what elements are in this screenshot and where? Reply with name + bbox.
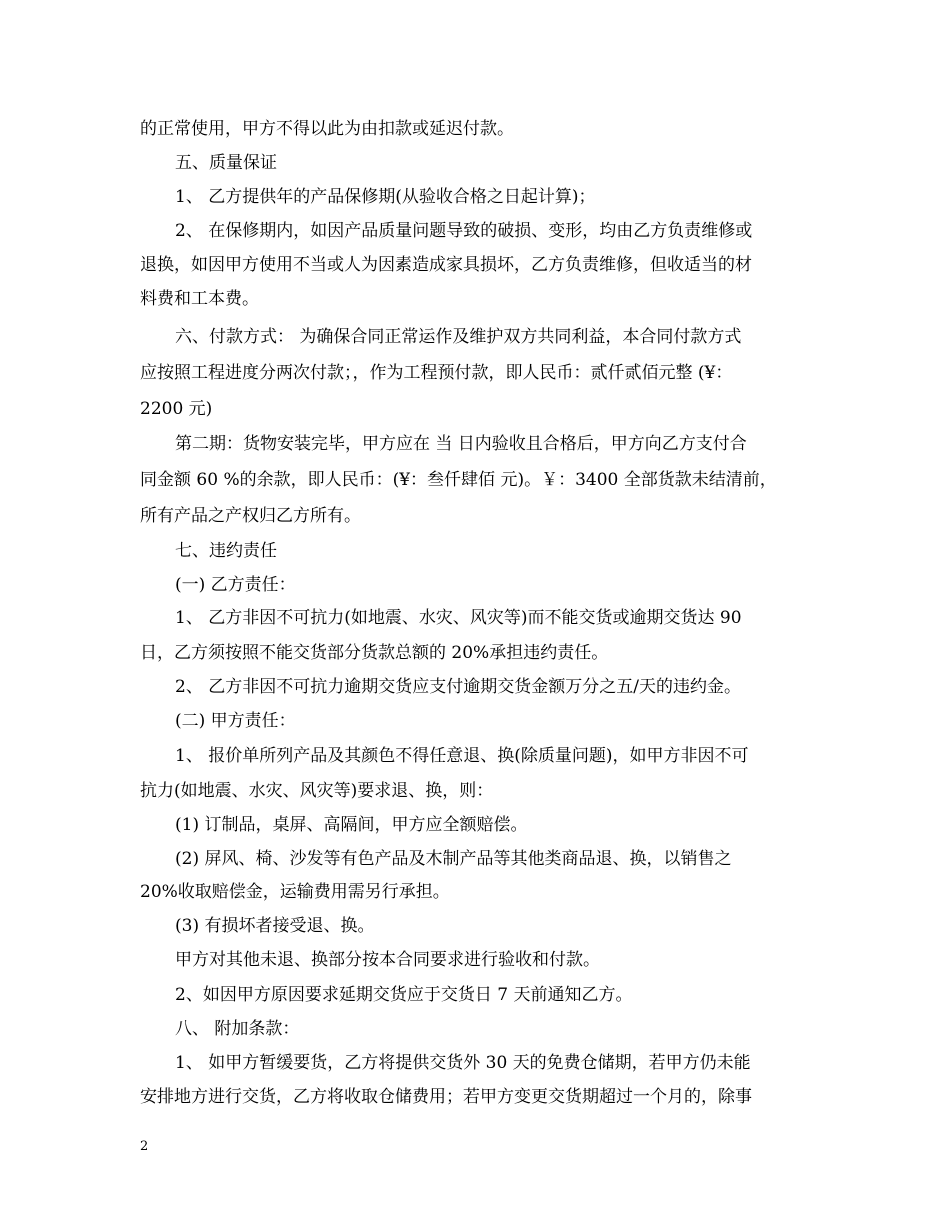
text-line: 的正常使用，甲方不得以此为由扣款或延迟付款。	[140, 119, 514, 139]
text-line: 安排地方进行交货，乙方将收取仓储费用；若甲方变更交货期超过一个月的，除事	[140, 1087, 752, 1107]
text-line: 日，乙方须按照不能交货部分货款总额的 20%承担违约责任。	[140, 643, 609, 663]
text-line: 1、 乙方非因不可抗力(如地震、水灾、风灾等)而不能交货或逾期交货达 90	[175, 608, 742, 628]
text-line: 应按照工程进度分两次付款；，作为工程预付款，即人民币：贰仟贰佰元整 (¥：	[140, 363, 733, 383]
section-heading: 六、付款方式： 为确保合同正常运作及维护双方共同利益，本合同付款方式	[175, 327, 742, 347]
text-line: (1) 订制品，桌屏、高隔间，甲方应全额赔偿。	[175, 815, 528, 835]
text-line: 所有产品之产权归乙方所有。	[140, 506, 361, 526]
text-line: 1、 报价单所列产品及其颜色不得任意退、换(除质量问题)，如甲方非因不可	[175, 746, 749, 766]
text-line: 2200 元)	[140, 399, 213, 419]
text-line: 20%收取赔偿金，运输费用需另行承担。	[140, 882, 450, 902]
text-line: 1、 如甲方暂缓要货，乙方将提供交货外 30 天的免费仓储期，若甲方仍未能	[175, 1053, 751, 1073]
text-line: 料费和工本费。	[140, 289, 259, 309]
text-line: 同金额 60 %的余款，即人民币：(¥：叁仟肆佰 元)。￥：3400 全部货款未结清前，	[140, 470, 777, 490]
subsection-heading: (二) 甲方责任：	[175, 711, 296, 731]
page-number: 2	[140, 1139, 149, 1154]
text-line: 退换，如因甲方使用不当或人为因素造成家具损坏，乙方负责维修，但收适当的材	[140, 255, 752, 275]
text-line: 抗力(如地震、水灾、风灾等)要求退、换，则：	[140, 781, 494, 801]
text-line: 第二期：货物安装完毕，甲方应在 当 日内验收且合格后，甲方向乙方支付合	[175, 434, 747, 454]
section-heading: 八、 附加条款：	[175, 1019, 300, 1039]
section-heading: 七、违约责任	[175, 541, 277, 561]
text-line: (3) 有损坏者接受退、换。	[175, 916, 375, 936]
text-line: 1、 乙方提供年的产品保修期(从验收合格之日起计算)；	[175, 187, 596, 207]
text-line: 2、 在保修期内，如因产品质量问题导致的破损、变形，均由乙方负责维修或	[175, 221, 753, 241]
text-line: 甲方对其他未退、换部分按本合同要求进行验收和付款。	[175, 950, 600, 970]
text-line: 2、如因甲方原因要求延期交货应于交货日 7 天前通知乙方。	[175, 985, 633, 1005]
text-line: 2、 乙方非因不可抗力逾期交货应支付逾期交货金额万分之五/天的违约金。	[175, 677, 741, 697]
text-line: (2) 屏风、椅、沙发等有色产品及木制产品等其他类商品退、换，以销售之	[175, 849, 732, 869]
section-heading: 五、质量保证	[175, 153, 277, 173]
subsection-heading: (一) 乙方责任：	[175, 575, 296, 595]
